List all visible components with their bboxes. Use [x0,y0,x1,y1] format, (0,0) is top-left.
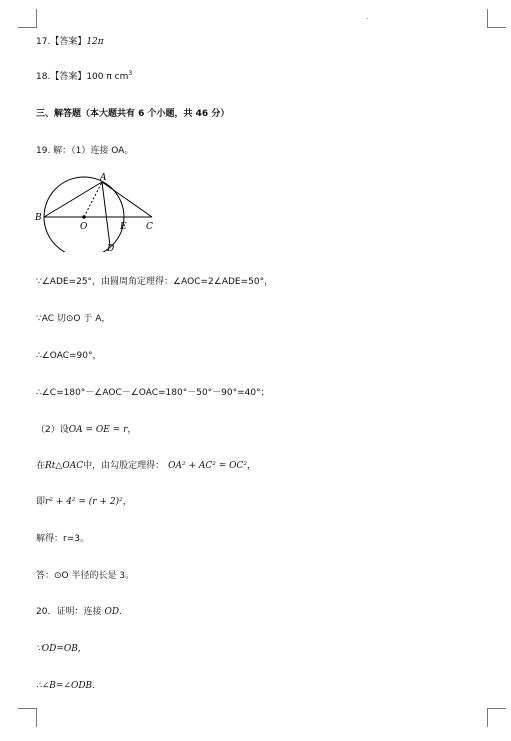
line-ba [44,182,102,217]
part2-suffix: ， [127,425,137,435]
rt-math: OA² + AC² = OC² [168,461,248,471]
crop-mark-bottom-right [487,708,506,727]
label-c: C [146,222,153,232]
pythagoras-line [36,460,256,472]
label-d: D [107,244,115,252]
eq-math: r² + 4² = (r + 2)² [45,497,123,507]
angle-b-line: ∴∠B=∠ODB. [36,681,96,691]
label-a: A [100,173,107,183]
circle-figure [34,172,164,252]
q18-text: 18.【答案】100 π cm [36,72,129,82]
stray-dot [367,18,368,19]
q20-prefix: 20．证明：连接 [36,607,102,617]
step-c: ∴∠C=180°－∠AOC－∠OAC=180°－50°－90°=40°； [36,388,270,398]
center-dot [82,215,86,219]
line-ad [102,182,110,246]
q20-suffix: . [119,607,122,617]
rt-name: Rt△OAC [45,461,84,471]
q20-od: OD [104,607,120,617]
label-e: E [120,222,127,232]
part2-prefix: （2）设 [36,425,69,435]
q17-answer-line [36,36,104,48]
step-oac: ∴∠OAC=90°， [36,351,102,361]
step-tangent: ∵AC 切⊙O 于 A， [36,314,111,324]
equation-line [36,496,132,508]
crop-mark-bottom-left [18,708,37,727]
q20-line [36,606,122,618]
section-heading: 三、解答题（本大题共有 6 个小题，共 46 分） [36,109,230,119]
crop-mark-top-left [18,9,37,28]
part2-line [36,424,136,436]
q19-intro: 19. 解：（1）连接 OA。 [36,146,134,156]
solve-line: 解得：r=3。 [36,534,89,544]
rt-prefix: 在 [36,461,46,471]
circle-o [44,177,124,252]
label-o: O [80,222,88,232]
od-ob-line: ∵OD=OB, [36,644,81,654]
rt-suffix: ， [247,461,257,471]
step-ade: ∵∠ADE=25°，由圆周角定理得：∠AOC=2∠ADE=50°， [36,277,274,287]
part2-math: OA = OE = r [68,425,128,435]
q18-answer-line [36,71,132,83]
eq-suffix: ， [122,497,132,507]
q18-exponent: 3 [128,70,133,77]
crop-mark-top-right [487,9,506,28]
line-ac [102,182,152,217]
label-b: B [35,213,42,223]
answer-line: 答：⊙O 半径的长是 3。 [36,571,135,581]
q17-answer: 12π [86,37,104,47]
q17-prefix: 17.【答案】 [36,37,87,47]
rt-mid: 中，由勾股定理得： [83,461,165,471]
eq-prefix: 即 [36,497,46,507]
